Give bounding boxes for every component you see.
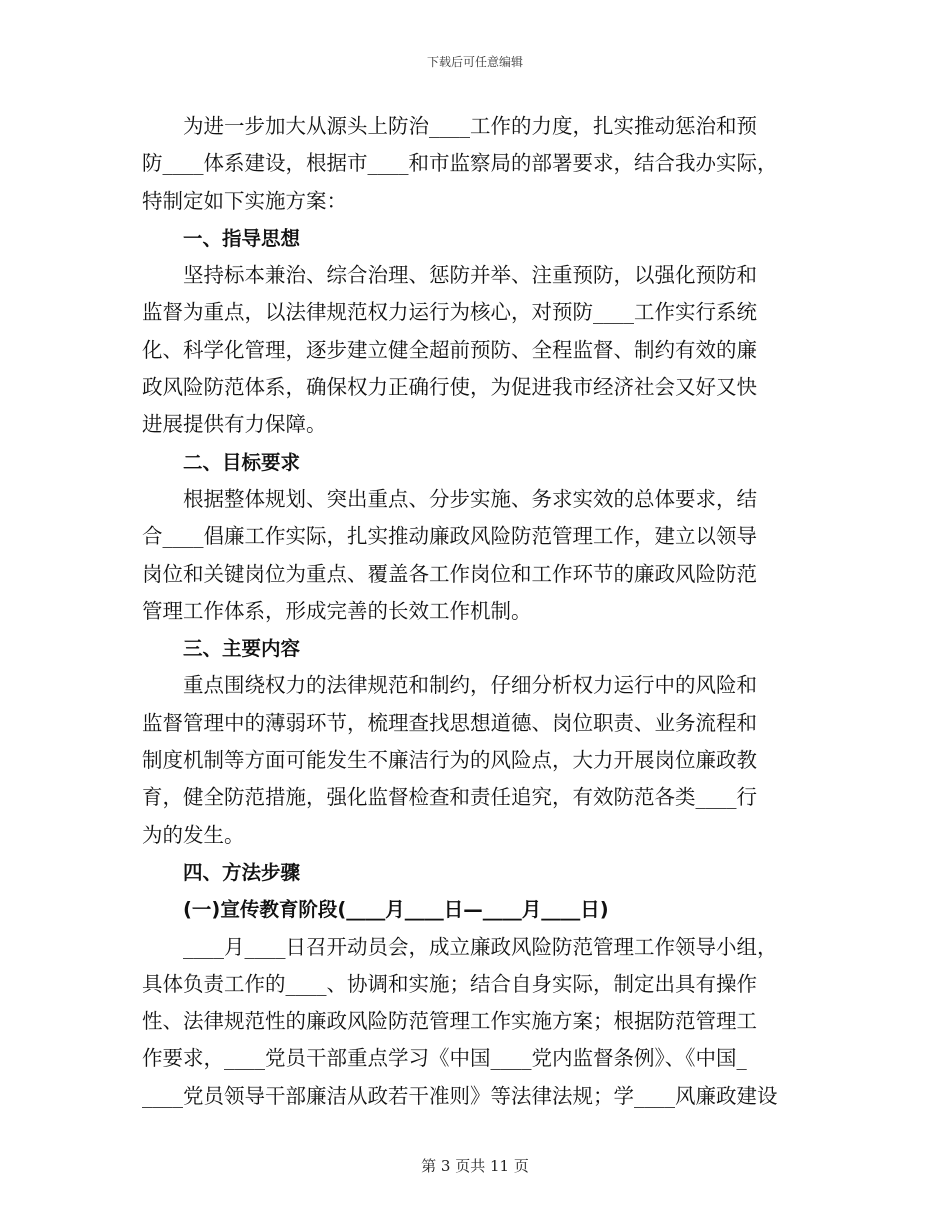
section-heading: (一)宣传教育阶段(____月____日—____月____日): [183, 898, 609, 922]
paragraph-line: 进展提供有力保障。: [142, 412, 327, 437]
section-heading: 三、主要内容: [183, 637, 301, 661]
paragraph-line: 防____体系建设，根据市____和市监察局的部署要求，结合我办实际，: [142, 151, 778, 176]
paragraph-line: 特制定如下实施方案：: [142, 188, 347, 213]
paragraph-line: 坚持标本兼治、综合治理、惩防并举、注重预防，以强化预防和: [183, 263, 757, 288]
paragraph-line: 作要求，____党员干部重点学习《中国____党内监督条例》、《中国_: [142, 1046, 747, 1071]
paragraph-line: 为的发生。: [142, 822, 245, 847]
paragraph-line: 重点围绕权力的法律规范和制约，仔细分析权力运行中的风险和: [183, 673, 757, 698]
document-body: [142, 108, 812, 1115]
paragraph-line: ____党员领导干部廉洁从政若干准则》等法律法规；学____风廉政建设: [142, 1083, 778, 1108]
paragraph-line: 监督管理中的薄弱环节，梳理查找思想道德、岗位职责、业务流程和: [142, 710, 757, 735]
paragraph-line: 合____倡廉工作实际，扎实推动廉政风险防范管理工作，建立以领导: [142, 524, 757, 549]
paragraph-line: 岗位和关键岗位为重点、覆盖各工作岗位和工作环节的廉政风险防范: [142, 561, 757, 586]
section-heading: 一、指导思想: [183, 226, 301, 250]
page-footer: 第 3 页共 11 页: [421, 1157, 529, 1175]
paragraph-line: 制度机制等方面可能发生不廉洁行为的风险点，大力开展岗位廉政教: [142, 748, 757, 773]
paragraph-line: 监督为重点，以法律规范权力运行为核心，对预防____工作实行系统: [142, 300, 757, 325]
paragraph-line: 性、法律规范性的廉政风险防范管理工作实施方案；根据防范管理工: [142, 1009, 757, 1034]
paragraph-line: 化、科学化管理，逐步建立健全超前预防、全程监督、制约有效的廉: [142, 337, 757, 362]
section-heading: 四、方法步骤: [183, 860, 301, 884]
section-heading: 二、目标要求: [183, 450, 301, 474]
paragraph-line: ____月____日召开动员会，成立廉政风险防范管理工作领导小组，: [183, 934, 778, 959]
page-header: 下载后可任意编辑: [426, 55, 523, 69]
paragraph-line: 具体负责工作的____、协调和实施；结合自身实际，制定出具有操作: [142, 971, 757, 996]
paragraph-line: 育，健全防范措施，强化监督检查和责任追究，有效防范各类____行: [142, 785, 757, 810]
paragraph-line: 政风险防范体系，确保权力正确行使，为促进我市经济社会又好又快: [142, 375, 757, 400]
paragraph-line: 管理工作体系，形成完善的长效工作机制。: [142, 598, 532, 623]
paragraph-line: 为进一步加大从源头上防治____工作的力度，扎实推动惩治和预: [183, 114, 757, 138]
paragraph-line: 根据整体规划、突出重点、分步实施、务求实效的总体要求，结: [183, 486, 757, 511]
